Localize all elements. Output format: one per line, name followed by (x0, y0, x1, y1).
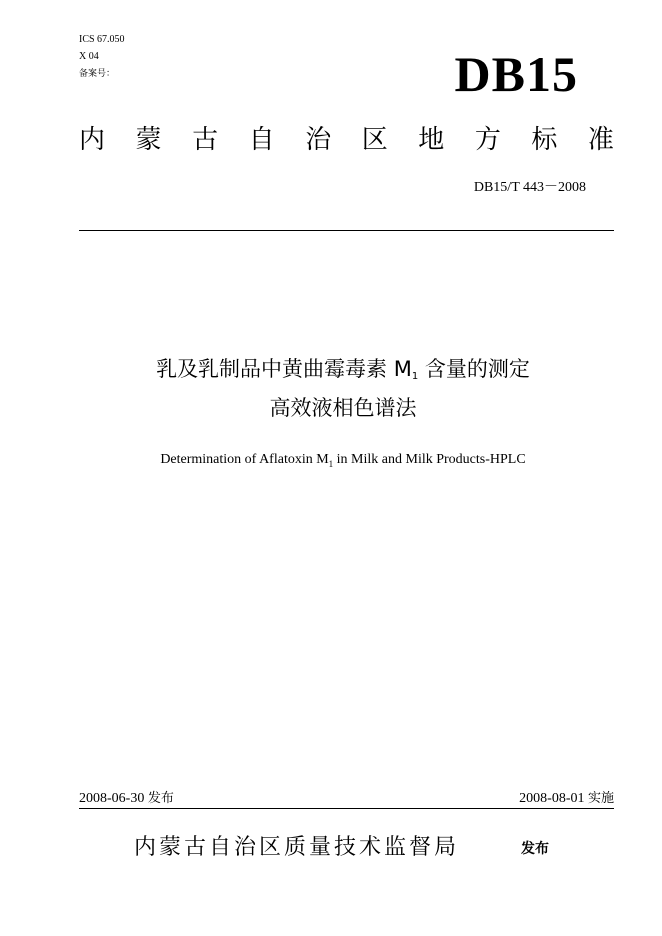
header-divider (79, 230, 614, 231)
standard-kind-char: 地 (418, 125, 445, 155)
standard-kind-char: 区 (361, 125, 388, 155)
implementation-date-label: 实施 (587, 791, 614, 806)
title-cn-subscript: 1 (411, 371, 419, 382)
issuing-authority: 内蒙古自治区质量技术监督局 (134, 835, 460, 860)
issue-date-label: 发布 (147, 791, 174, 806)
footer-divider (79, 808, 614, 809)
classification-code: X 04 (79, 51, 99, 62)
standard-kind-char: 蒙 (135, 125, 162, 155)
title-cn-line-1 (0, 356, 662, 387)
standard-kind-title (79, 124, 614, 156)
standard-kind-char: 标 (531, 125, 558, 155)
title-en-subscript: 1 (328, 458, 334, 469)
title-en-after: in Milk and Milk Products-HPLC (333, 452, 526, 467)
issuer-action: 发布 (521, 841, 549, 857)
ics-code: ICS 67.050 (79, 34, 125, 45)
issue-date-value: 2008-06-30 (79, 791, 145, 806)
standard-kind-char: 古 (192, 125, 219, 155)
title-cn-line-1-after: 含量的测定 (418, 357, 530, 381)
title-en-before: Determination of Aflatoxin M (160, 452, 329, 467)
title-en (0, 451, 662, 473)
implementation-date (519, 790, 614, 808)
standard-kind-char: 方 (474, 125, 501, 155)
filing-number-label: 备案号： (79, 69, 116, 79)
standard-kind-char: 自 (248, 125, 275, 155)
issue-date (79, 790, 174, 808)
standard-code: DB15 (454, 46, 578, 102)
implementation-date-value: 2008-08-01 (519, 791, 585, 806)
title-cn-line-1-before: 乳及乳制品中黄曲霉毒素 M (156, 357, 412, 381)
standard-kind-char: 治 (305, 125, 332, 155)
standard-kind-char: 内 (79, 125, 106, 155)
standard-number: DB15/T 443－2008 (473, 180, 586, 195)
standard-kind-char: 准 (587, 125, 614, 155)
title-cn-line-2: 高效液相色谱法 (269, 396, 417, 420)
